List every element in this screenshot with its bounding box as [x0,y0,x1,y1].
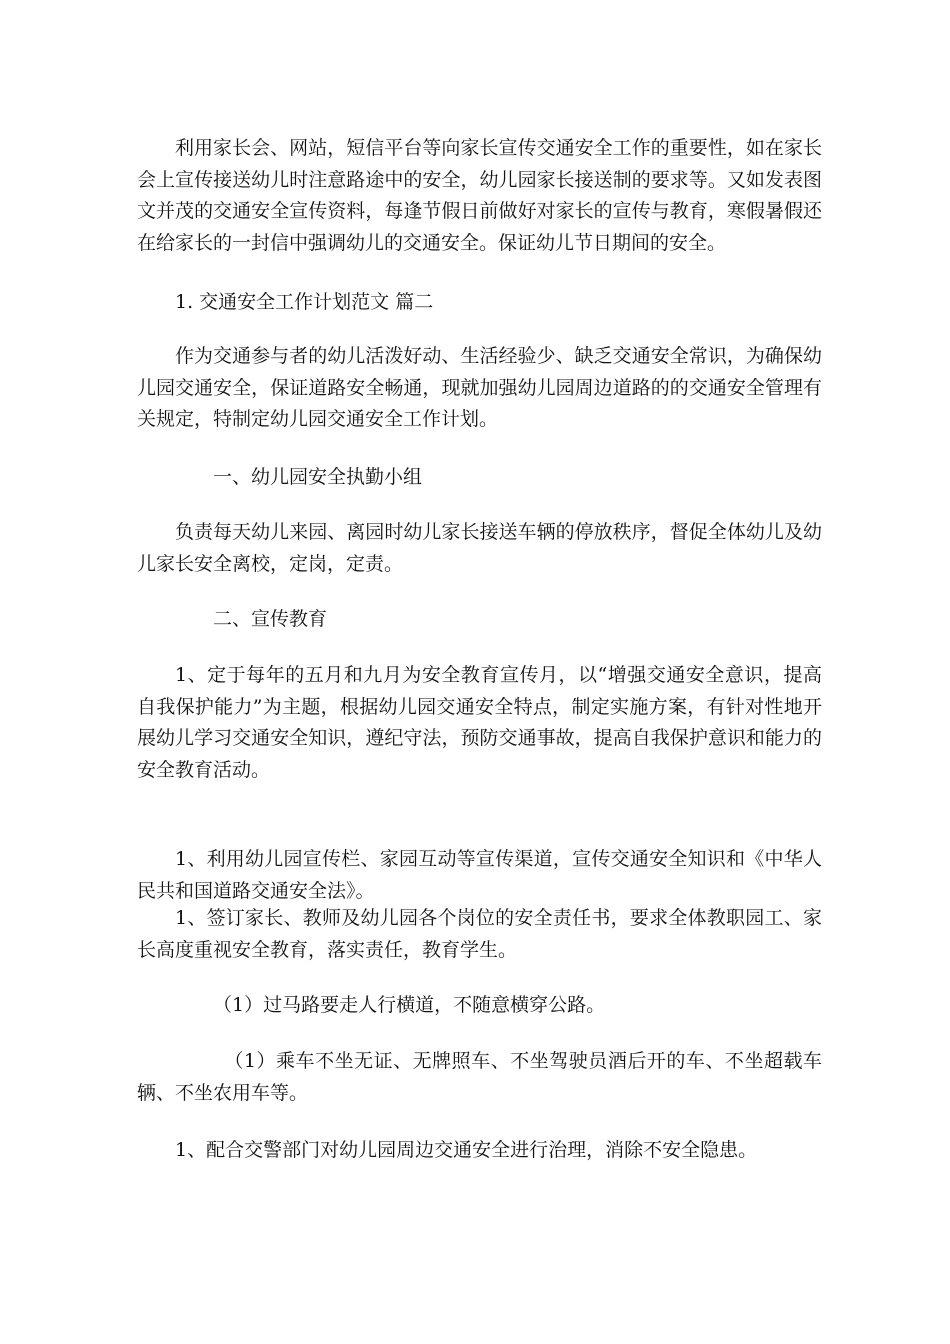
paragraph-publicity-channels: 1、利用幼儿园宣传栏、家园互动等宣传渠道，宣传交通安全知识和《中华人民共和国道路交通安全法》。 [137,848,822,902]
section-heading-plan-part-two: 1. 交通安全工作计划范文 篇二 [175,291,434,313]
paragraph-parent-publicity: 利用家长会、网站，短信平台等向家长宣传交通安全工作的重要性，如在家长会上宣传接送幼儿时注意路途中的安全，幼儿园家长接送制的要求等。又如发表图文并茂的交通安全宣传资料，每逢节假日前做好对家长的宣传与教育，寒假暑假还在给家长的一封信中强调幼儿的交通安全。保证幼儿节日期间的安全。 [137,137,822,254]
paragraph-police-cooperation: 1、配合交警部门对幼儿园周边交通安全进行治理，消除不安全隐患。 [175,1139,758,1161]
section-heading-publicity-education: 二、宣传教育 [213,608,328,630]
paragraph-education-month: 1、定于每年的五月和九月为安全教育宣传月，以“增强交通安全意识，提高自我保护能力”为主题，根据幼儿园交通安全特点，制定实施方案，有针对性地开展幼儿学习交通安全知识，遵纪守法，预防交通事故，提高自我保护意识和能力的安全教育活动。 [137,664,822,781]
paragraph-vehicle-rule: （1）乘车不坐无证、无牌照车、不坐驾驶员酒后开的车、不坐超载车辆、不坐农用车等。 [137,1050,822,1104]
paragraph-duty-group-responsibility: 负责每天幼儿来园、离园时幼儿家长接送车辆的停放秩序，督促全体幼儿及幼儿家长安全离校，定岗，定责。 [137,521,822,575]
paragraph-plan-intro: 作为交通参与者的幼儿活泼好动、生活经验少、缺乏交通安全常识，为确保幼儿园交通安全，保证道路安全畅通，现就加强幼儿园周边道路的的交通安全管理有关规定，特制定幼儿园交通安全工作计划。 [137,345,822,430]
section-heading-safety-duty-group: 一、幼儿园安全执勤小组 [213,466,423,488]
paragraph-responsibility-letter: 1、签订家长、教师及幼儿园各个岗位的安全责任书，要求全体教职园工、家长高度重视安全教育，落实责任，教育学生。 [137,907,822,961]
paragraph-crosswalk-rule: （1）过马路要走人行横道，不随意横穿公路。 [213,994,606,1016]
